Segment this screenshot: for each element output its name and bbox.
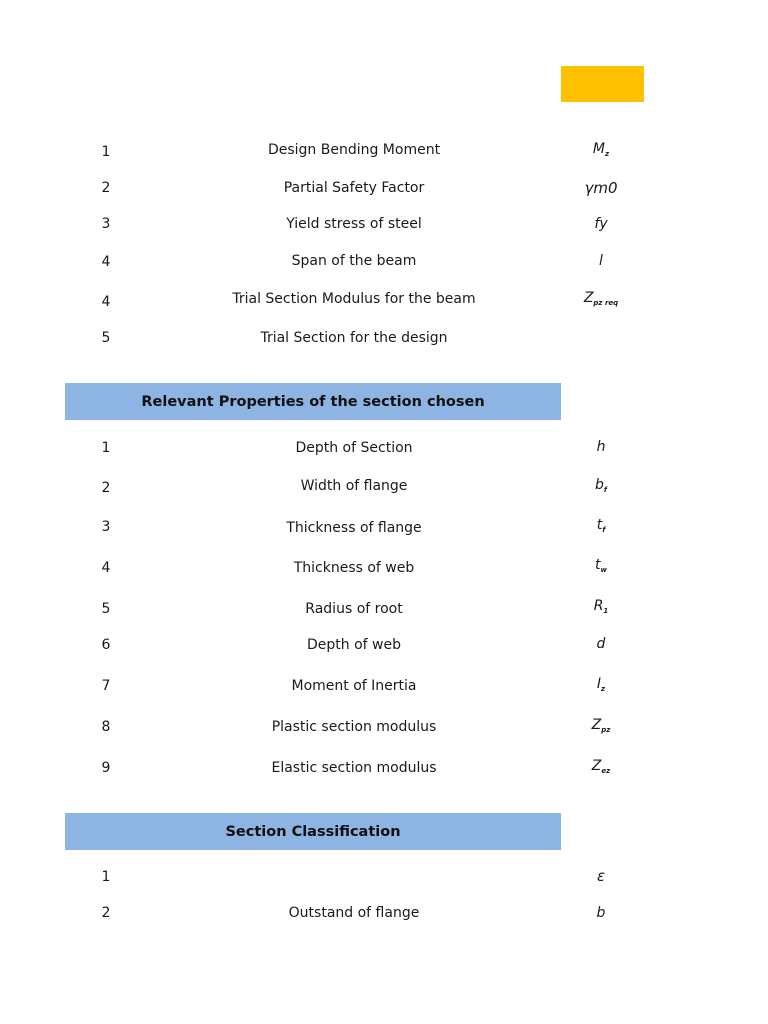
row-symbol: $t_w$ [595,557,607,574]
row-symbol: fy [594,216,608,232]
row-symbol: $Z_{pz}$ [591,717,611,734]
row-number: 4 [101,560,111,576]
row-description: Elastic section modulus [271,760,437,776]
row-description: Plastic section modulus [271,719,437,735]
row-number: 2 [101,180,111,196]
row-number: 5 [101,601,111,617]
row-description: Width of flange [300,478,408,494]
row-description: Thickness of flange [286,520,422,536]
row-description: Partial Safety Factor [283,180,425,196]
row-symbol: b [596,905,606,921]
row-symbol: ε [596,867,606,885]
row-symbol: $M_z$ [592,141,610,158]
row-number: 3 [101,216,111,232]
row-symbol: d [596,636,606,652]
row-number: 6 [101,637,111,653]
row-symbol: h [596,439,606,455]
row-symbol: $t_f$ [596,517,606,534]
row-number: 5 [101,330,111,346]
row-description: Yield stress of steel [286,216,422,232]
row-description: Depth of web [307,637,401,653]
row-symbol: γm0 [584,179,618,197]
row-symbol: $I_z$ [596,676,606,693]
row-number: 9 [101,760,111,776]
row-number: 4 [101,294,111,310]
row-description: Design Bending Moment [267,142,441,158]
row-number: 1 [101,869,111,885]
row-symbol: $Z_{ez}$ [591,758,611,775]
row-description: Moment of Inertia [291,678,417,694]
row-number: 3 [101,519,111,535]
row-number: 8 [101,719,111,735]
row-description: Depth of Section [295,440,413,456]
row-symbol: $R_1$ [593,598,609,615]
section-properties-heading: Relevant Properties of the section chosen [65,383,561,420]
row-number: 2 [101,480,111,496]
row-number: 1 [101,144,111,160]
row-description: Trial Section for the design [260,330,448,346]
row-symbol: $b_f$ [595,477,607,494]
row-description: Span of the beam [291,253,417,269]
highlighted-input-cell[interactable] [561,66,644,102]
row-description: Thickness of web [293,560,415,576]
row-description: Outstand of flange [288,905,420,921]
row-number: 1 [101,440,111,456]
row-number: 7 [101,678,111,694]
row-symbol: $Z_{pz req}$ [583,290,619,307]
row-symbol: l [599,253,603,269]
section-classification-heading: Section Classification [65,813,561,850]
row-description: Radius of root [305,601,403,617]
row-number: 4 [101,254,111,270]
row-description: Trial Section Modulus for the beam [232,291,476,307]
row-number: 2 [101,905,111,921]
